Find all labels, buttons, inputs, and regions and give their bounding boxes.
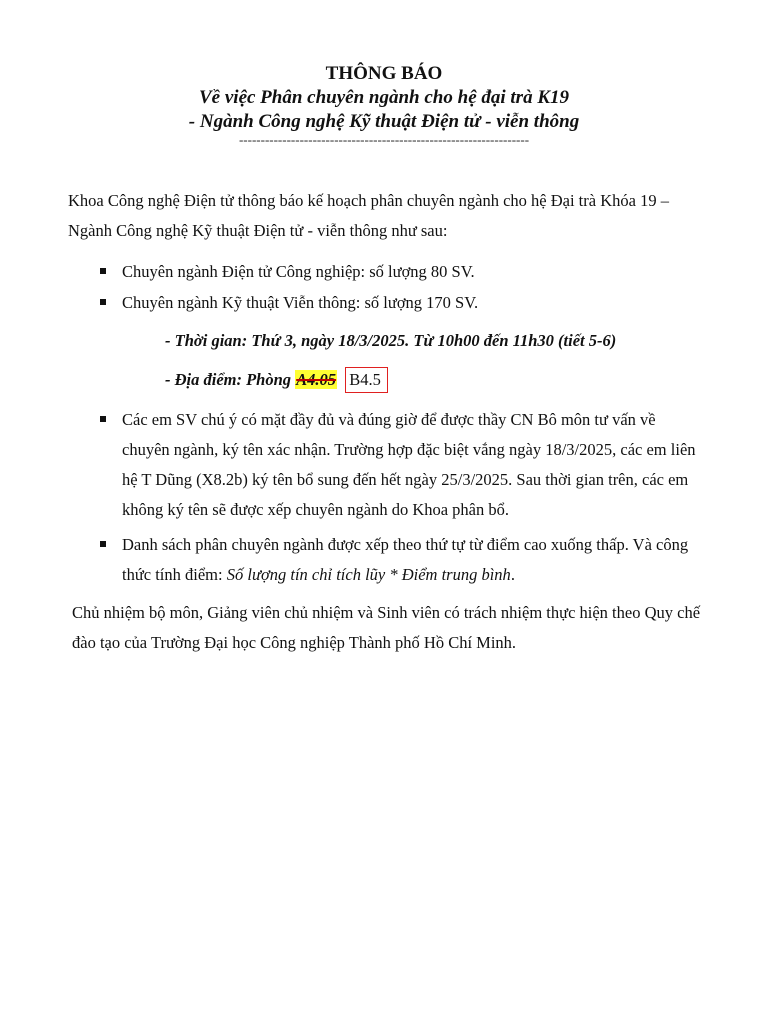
bullet-major-telecom: [100, 288, 696, 318]
bullet-major-electronics: [100, 257, 696, 287]
bullet-square-icon: [100, 299, 106, 305]
schedule-time: - Thời gian: Thứ 3, ngày 18/3/2025. Từ 10h00 đến 11h30 (tiết 5-6): [165, 331, 617, 350]
bullet-square-icon: [100, 268, 106, 274]
bullet-attendance-note: [100, 405, 696, 525]
header-divider: -------------------------------------------------------------------: [238, 132, 530, 147]
ranking-note: [122, 530, 696, 590]
bullet-square-icon: [100, 541, 106, 547]
bullet-square-icon: [100, 416, 106, 422]
ranking-prefix: Danh sách phân chuyên ngành được xếp theo thứ tự từ điểm cao xuống thấp. Và công thức tính điểm:: [122, 535, 689, 584]
attendance-note: Các em SV chú ý có mặt đầy đủ và đúng giờ để được thầy CN Bô môn tư vấn về chuyên ngành, ký tên xác nhận. Trường hợp đặc biệt vắng ngày 18/3/2025, các em liên hệ T Dũng (X8.2b) ký tên bổ sung đến hết ngày 25/3/2025. Sau thời gian trên, các em không ký tên sẽ được xếp chuyên ngành do Khoa phân bổ.: [122, 410, 696, 519]
ranking-suffix: .: [510, 565, 515, 584]
location-new-box: B4.5: [345, 367, 388, 393]
notice-subtitle-line1: Về việc Phân chuyên ngành cho hệ đại trà K19: [199, 87, 569, 108]
major-item: Chuyên ngành Điện tử Công nghiệp: số lượng 80 SV.: [122, 262, 475, 281]
bullet-ranking-note: [100, 530, 696, 590]
closing-paragraph: Chủ nhiệm bộ môn, Giảng viên chủ nhiệm và Sinh viên có trách nhiệm thực hiện theo Quy chế đào tạo của Trường Đại học Công nghiệp Thành phố Hồ Chí Minh.: [72, 603, 701, 652]
schedule-location: [165, 367, 388, 393]
major-item: Chuyên ngành Kỹ thuật Viễn thông: số lượng 170 SV.: [122, 293, 479, 312]
location-label: - Địa điểm: Phòng: [165, 370, 292, 389]
location-old-struck: A4.05: [296, 370, 337, 389]
notice-subtitle-line2: - Ngành Công nghệ Kỹ thuật Điện tử - viễn thông: [188, 111, 580, 132]
intro-paragraph: Khoa Công nghệ Điện tử thông báo kế hoạch phân chuyên ngành cho hệ Đại trà Khóa 19 – Ngành Công nghệ Kỹ thuật Điện tử - viễn thông như sau:: [68, 191, 669, 240]
notice-header: [0, 62, 768, 146]
ranking-formula: Số lượng tín chỉ tích lũy * Điểm trung bình: [226, 565, 511, 584]
notice-title: THÔNG BÁO: [325, 63, 443, 84]
